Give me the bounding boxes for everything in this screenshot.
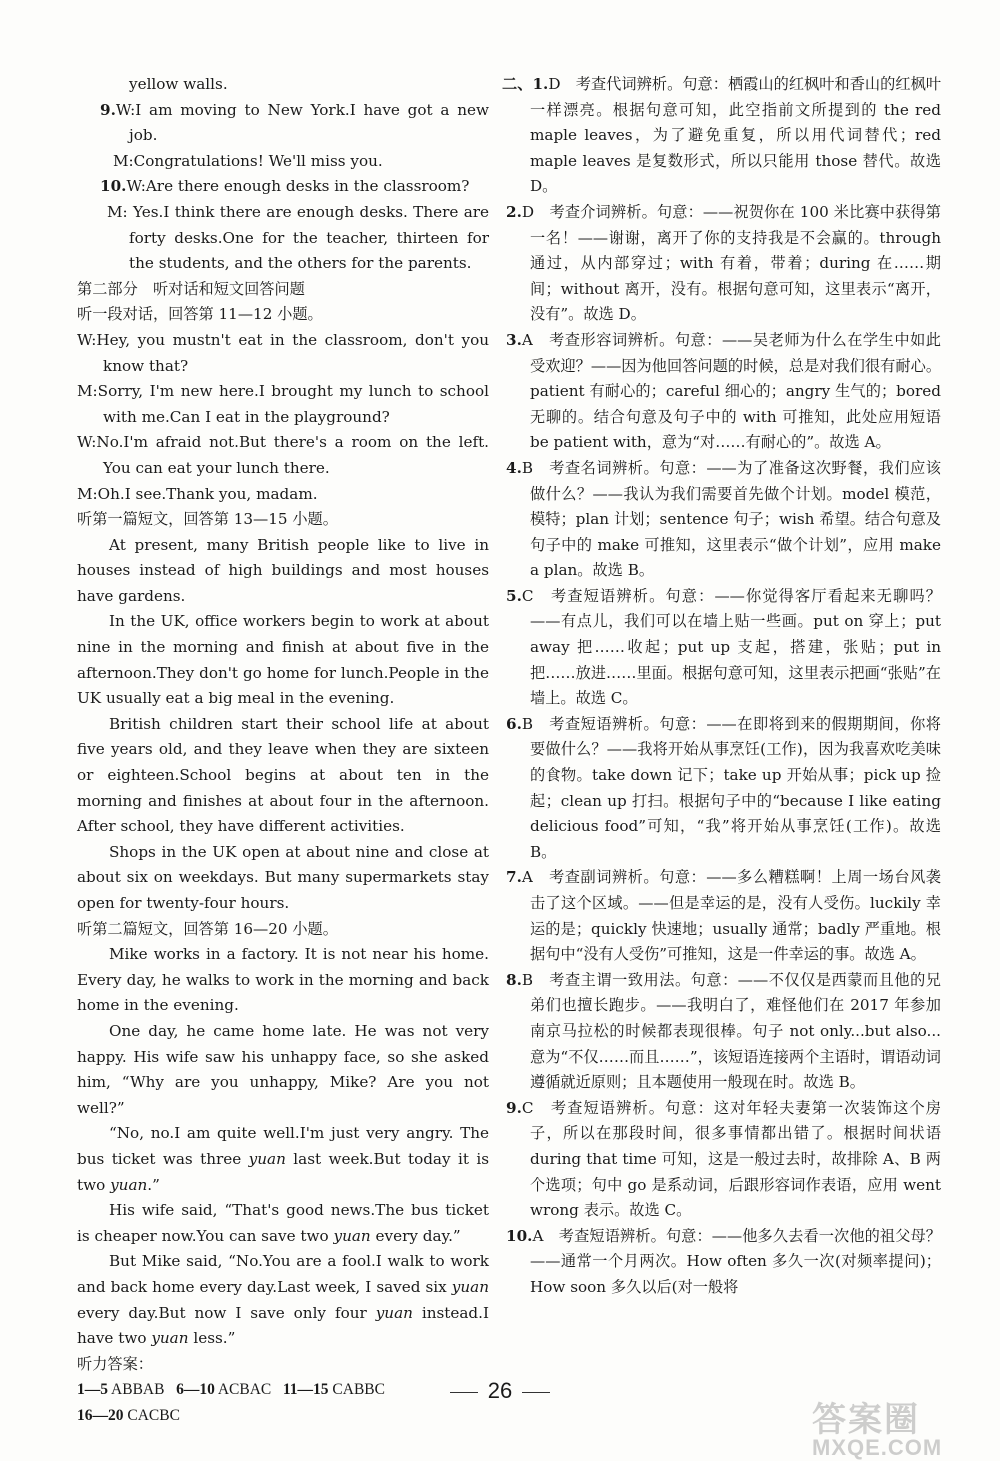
q10-m: M: Yes.I think there are enough desks. There are forty desks.One for the teacher, thirteen for the students, and the others for the parents. (107, 202, 489, 273)
italic-word: yuan (451, 1277, 489, 1296)
text-run: “No, no.I am quite well.I'm just very angry. The bus ticket was three (77, 1124, 489, 1168)
q10-w (77, 174, 489, 200)
italic-word: yuan (151, 1329, 189, 1348)
q10-w-text: W:Are there enough desks in the classroom? (126, 177, 470, 196)
right-column (502, 72, 942, 1301)
item-text: B 考查主谓一致用法。句意：——不仅仅是西蒙而且他的兄弟们也擅长跑步。——我明白了，难怪他们在 2017 年参加南京马拉松的时候都表现很棒。句子 not only...but also...意为“不仅……而且……”，该短语连接两个主语时，谓语动词遵循就近原则；且本题使用一般现在时。故选 B。 (521, 970, 941, 1092)
item-text: A 考查短语辨析。句意：——他多久去看一次他的祖父母？——通常一个月两次。How often 多久一次(对频率提问)；How soon 多久以后(对一般将 (530, 1226, 941, 1296)
item-number: 10. (506, 1226, 533, 1245)
passage1-paragraph: In the UK, office workers begin to work at about nine in the morning and finish at about five in the afternoon.They don't go home for lunch.People in the UK usually eat a big meal in the evening. (77, 612, 489, 708)
answer-range: 6—10 (176, 1381, 215, 1399)
text-run: His wife said, “That's good news.The bus ticket is cheaper now.You can save two (77, 1201, 489, 1245)
item-number: 9. (506, 1098, 522, 1117)
text-line: yellow walls. (129, 75, 228, 93)
answer-range: 1—5 (77, 1381, 108, 1399)
explanation-item (506, 712, 941, 866)
text-run: But Mike said, “No.You are a fool.I walk to work and back home every day.Last week, I saved six (77, 1252, 489, 1296)
explanation-item (502, 72, 942, 200)
page-number-text: 26 (487, 1378, 513, 1403)
explanation-item (506, 1224, 941, 1301)
answer-key-row (77, 1403, 489, 1429)
answer-values: ABBAB (111, 1381, 165, 1399)
item-number: 1. (532, 75, 549, 93)
dialog-intro: 听一段对话，回答第 11—12 小题。 (77, 305, 323, 324)
item-text: B 考查名词辨析。句意：——为了准备这次野餐，我们应该做什么？——我认为我们需要首先做个计划。model 模范，模特；plan 计划；sentence 句子；wish 希望。结合句意及句子中的 make 可推知，这里表示“做个计划”，应用 make a plan。故选 B。 (521, 458, 941, 580)
passage1-paragraph: British children start their school life at about five years old, and they leave when they are sixteen or eighteen.School begins at about ten in the morning and finishes at about four in the afternoon. After school, they have different activities. (77, 714, 489, 836)
dash-right (522, 1392, 550, 1393)
italic-word: yuan (333, 1226, 371, 1245)
answer-values: ACBAC (217, 1381, 272, 1399)
item-number: 5. (506, 586, 522, 605)
passage2-paragraph (77, 1249, 489, 1351)
text-run: every day.But now I save only four (77, 1303, 376, 1322)
text-run: .” (147, 1175, 160, 1194)
italic-word: yuan (110, 1175, 148, 1194)
passage2-paragraph (77, 1121, 489, 1198)
item-number: 8. (506, 970, 522, 989)
explanation-item (506, 584, 941, 712)
explanation-item (506, 968, 941, 1096)
italic-word: yuan (375, 1303, 413, 1322)
q9-m: M:Congratulations! We'll miss you. (113, 151, 383, 170)
explanation-item (506, 328, 941, 456)
passage1-paragraph: At present, many British people like to live in houses instead of high buildings and most houses have gardens. (77, 535, 489, 605)
text-run: last week.But today it is two (77, 1149, 489, 1194)
explanation-item (506, 200, 941, 328)
dash-left (450, 1392, 478, 1393)
watermark-logo (812, 1392, 992, 1460)
item-text: D 考查介词辨析。句意：——祝贺你在 100 米比赛中获得第一名！——谢谢，离开了你的支持我是不会赢的。through 通过，从内部穿过；with 有着，带着；during 在……期间；without 离开，没有。根据句意可知，这里表示“离开，没有”。故选 D。 (521, 202, 941, 324)
part2-heading: 第二部分 听对话和短文回答问题 (77, 279, 305, 298)
answer-range: 16—20 (77, 1406, 124, 1424)
q9-w-text: W:I am moving to New York.I have got a new job. (115, 100, 489, 145)
dialog-line: M:Sorry, I'm new here.I brought my lunch to school with me.Can I eat in the playground? (77, 382, 489, 426)
italic-word: yuan (248, 1149, 286, 1168)
item-text: A 考查副词辨析。句意：——多么糟糕啊！上周一场台风袭击了这个区域。——但是幸运的是，没有人受伤。luckily 幸运的是；quickly 快速地；usually 通常；badly 严重地。根据句中“没有人受伤”可推知，这是一件幸运的事。故选 A。 (521, 868, 941, 964)
left-column (77, 72, 489, 1428)
item-text: A 考查形容词辨析。句意：——吴老师为什么在学生中如此受欢迎？——因为他回答问题的时候，总是对我们很有耐心。patient 有耐心的；careful 细心的；angry 生气的；bored 无聊的。结合句意及句子中的 with 可推知，此处应用短语 be patient with，意为“对……有耐心的”。故选 A。 (521, 330, 941, 452)
text-run: less.” (188, 1329, 236, 1348)
explanation-item (506, 1096, 941, 1224)
dialog-line: W:No.I'm afraid not.But there's a room on the left. You can eat your lunch there. (77, 433, 489, 477)
item-number: 6. (506, 714, 522, 733)
answer-values: CACBC (127, 1406, 180, 1424)
answer-values: CABBC (332, 1381, 385, 1399)
text-run: every day.” (370, 1226, 461, 1245)
q10-number: 10. (100, 177, 127, 196)
section-label: 二、 (502, 75, 533, 93)
passage2-paragraph: One day, he came home late. He was not very happy. His wife saw his unhappy face, so she asked him, “Why are you unhappy, Mike? Are you not well?” (77, 1021, 489, 1117)
watermark-line1: 答案圈 (812, 1401, 920, 1439)
item-text: C 考查短语辨析。句意：这对年轻夫妻第一次装饰这个房子，所以在那段时间，很多事情都出错了。根据时间状语 during that time 可知，这是一般过去时，故排除 A、B 两个选项；句中 go 是系动词，后跟形容词作表语，应用 went wrong 表示。故选 C。 (521, 1098, 941, 1220)
item-text: C 考查短语辨析。句意：——你觉得客厅看起来无聊吗？——有点儿，我们可以在墙上贴一些画。put on 穿上；put away 把……收起；put up 支起，搭建，张贴；put in 把……放进……里面。根据句意可知，这里表示把画“张贴”在墙上。故选 C。 (521, 586, 941, 708)
explanation-item (506, 865, 941, 967)
item-number: 7. (506, 868, 522, 887)
item-text: D 考查代词辨析。句意：栖霞山的红枫叶和香山的红枫叶一样漂亮。根据句意可知，此空指前文所提到的 the red maple leaves，为了避免重复，所以用代词替代；red maple leaves 是复数形式，所以只能用 those 替代。故选 D。 (530, 75, 942, 196)
dialog-line: W:Hey, you mustn't eat in the classroom, don't you know that? (77, 330, 489, 375)
passage2-paragraph (77, 1198, 489, 1249)
explanation-item (506, 456, 941, 584)
answer-range: 11—15 (282, 1381, 329, 1399)
passage1-paragraph: Shops in the UK open at about nine and close at about six on weekdays. But many supermarkets stay open for twenty-four hours. (77, 842, 489, 912)
item-number: 4. (506, 458, 522, 477)
item-text: B 考查短语辨析。句意：——在即将到来的假期期间，你将要做什么？——我将开始从事烹饪(工作)，因为我喜欢吃美味的食物。take down 记下；take up 开始从事；pick up 捡起；clean up 打扫。根据句子中的“because I like eating delicious food”可知，“我”将开始从事烹饪(工作)。故选 B。 (521, 714, 941, 861)
item-number: 3. (506, 330, 522, 349)
item-number: 2. (506, 202, 522, 221)
q9-number: 9. (100, 100, 116, 119)
dialog-line: M:Oh.I see.Thank you, madam. (77, 484, 318, 503)
passage2-intro: 听第二篇短文，回答第 16—20 小题。 (77, 919, 338, 938)
passage1-intro: 听第一篇短文，回答第 13—15 小题。 (77, 510, 338, 529)
text-run: instead.I have two (77, 1303, 489, 1348)
answers-label: 听力答案： (77, 1354, 153, 1373)
q9-w (77, 98, 489, 149)
watermark-line2: MXQE.COM (812, 1435, 943, 1460)
passage2-paragraph: Mike works in a factory. It is not near his home. Every day, he walks to work in the morning and back home in the evening. (77, 945, 489, 1015)
